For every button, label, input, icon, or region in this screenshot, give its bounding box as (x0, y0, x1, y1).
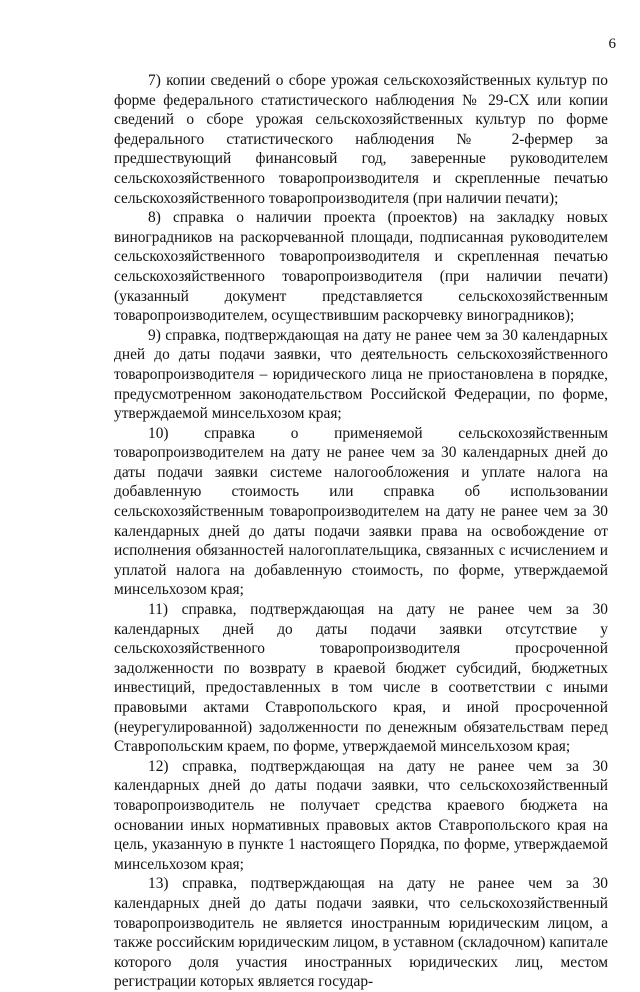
document-body (114, 71, 608, 992)
paragraph-item-8: 8) справка о наличии проекта (проектов) на закладку новых виноградников на раскорчеванной площади, подписанная руководителем сельскохозяйственного товаропроизводителя и скрепленная печатью сельскохозяйственного товаропроизводителя (при наличии печати) (указанный документ представляется сельскохозяйственным товаропроизводителем, осуществившим раскорчевку виноградников); (114, 209, 608, 325)
paragraph-item-9: 9) справка, подтверждающая на дату не ранее чем за 30 календарных дней до даты подачи заявки, что деятельность сельскохозяйственного товаропроизводителя – юридического лица не приостановлена в порядке, предусмотренном законодательством Российской Федерации, по форме, утверждаемой минсельхозом края; (114, 326, 608, 423)
paragraph-item-10: 10) справка о применяемой сельскохозяйственным товаропроизводителем на дату не ранее чем за 30 календарных дней до даты подачи заявки системе налогообложения и уплате налога на добавленную стоимость или справка об использовании сельскохозяйственным товаропроизводителем на дату не ранее чем за 30 календарных дней до даты подачи заявки права на освобождение от исполнения обязанностей налогоплательщика, связанных с исчислением и уплатой налога на добавленную стоимость, по форме, утверждаемой минсельхозом края; (114, 424, 608, 599)
paragraph-item-11: 11) справка, подтверждающая на дату не ранее чем за 30 календарных дней до даты подачи заявки отсутствие у сельскохозяйственного товаропроизводителя просроченной задолженности по возврату в краевой бюджет субсидий, бюджетных инвестиций, предоставленных в том числе в соответствии с иными правовыми актами Ставропольского края, и иной просроченной (неурегулированной) задолженности по денежным обязательствам перед Ставропольским краем, по форме, утверждаемой минсельхозом края; (114, 601, 608, 756)
paragraph-item-12: 12) справка, подтверждающая на дату не ранее чем за 30 календарных дней до даты подачи заявки, что сельскохозяйственный товаропроизводитель не получает средства краевого бюджета на основании иных нормативных правовых актов Ставропольского края на цель, указанную в пункте 1 настоящего Порядка, по форме, утверждаемой минсельхозом края; (114, 757, 608, 873)
page-number: 6 (608, 36, 616, 52)
paragraph-item-7: 7) копии сведений о сборе урожая сельскохозяйственных культур по форме федерального статистического наблюдения № 29-СХ или копии сведений о сборе урожая сельскохозяйственных культур по форме федерального статистического наблюдения № 2-фермер за предшествующий финансовый год, заверенные руководителем сельскохозяйственного товаропроизводителя и скрепленные печатью сельскохозяйственного товаропроизводителя (при наличии печати); (114, 72, 608, 207)
paragraph-item-13: 13) справка, подтверждающая на дату не ранее чем за 30 календарных дней до даты подачи заявки, что сельскохозяйственный товаропроизводитель не является иностранным юридическим лицом, а также российским юридическим лицом, в уставном (складочном) капитале которого доля участия иностранных юридических лиц, местом регистрации которых является государ- (114, 875, 608, 991)
